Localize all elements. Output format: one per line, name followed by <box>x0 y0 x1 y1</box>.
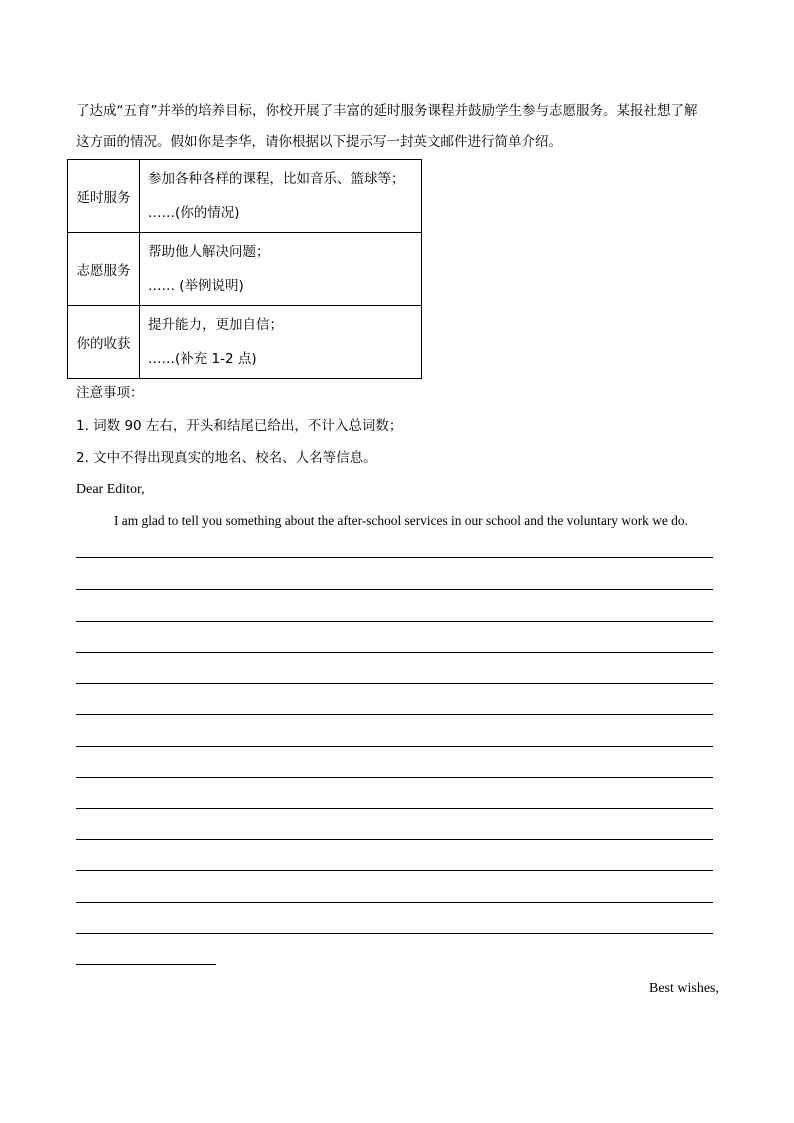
row-header: 你的收获 <box>68 306 140 379</box>
writing-line <box>76 777 713 778</box>
note-item: 2. 文中不得出现真实的地名、校名、人名等信息。 <box>76 450 377 466</box>
closing: Best wishes, <box>649 981 719 996</box>
writing-line <box>76 557 713 558</box>
intro-line-1: 了达成“五育”并举的培养目标，你校开展了丰富的延时服务课程并鼓励学生参与志愿服务。某报社想了解 <box>76 103 698 119</box>
intro-line-2: 这方面的情况。假如你是李华，请你根据以下提示写一封英文邮件进行简单介绍。 <box>76 134 562 150</box>
writing-line <box>76 746 713 747</box>
salutation: Dear Editor, <box>76 482 145 497</box>
row-line: 帮助他人解决问题； <box>148 244 270 260</box>
row-line: …… (举例说明) <box>148 278 244 294</box>
writing-line <box>76 902 713 903</box>
writing-line <box>76 589 713 590</box>
writing-line <box>76 683 713 684</box>
opening-sentence: I am glad to tell you something about the after-school services in our school and the voluntary work we do. <box>114 513 688 528</box>
row-header: 志愿服务 <box>68 233 140 306</box>
table-row <box>68 306 422 379</box>
row-line: 参加各种各样的课程，比如音乐、篮球等； <box>148 171 405 187</box>
writing-line <box>76 621 713 622</box>
notes-title: 注意事项： <box>76 385 144 401</box>
row-line: 提升能力，更加自信； <box>148 317 283 333</box>
writing-line <box>76 652 713 653</box>
writing-line <box>76 933 713 934</box>
note-item: 1. 词数 90 左右，开头和结尾已给出，不计入总词数； <box>76 418 403 434</box>
hint-table <box>67 159 422 379</box>
writing-line <box>76 839 713 840</box>
row-line: ……(补充 1-2 点) <box>148 351 257 367</box>
table-row <box>68 233 422 306</box>
writing-line <box>76 808 713 809</box>
writing-line <box>76 714 713 715</box>
short-writing-line <box>76 964 216 965</box>
table-row <box>68 160 422 233</box>
row-line: ……(你的情况) <box>148 205 240 221</box>
row-header: 延时服务 <box>68 160 140 233</box>
writing-line <box>76 870 713 871</box>
